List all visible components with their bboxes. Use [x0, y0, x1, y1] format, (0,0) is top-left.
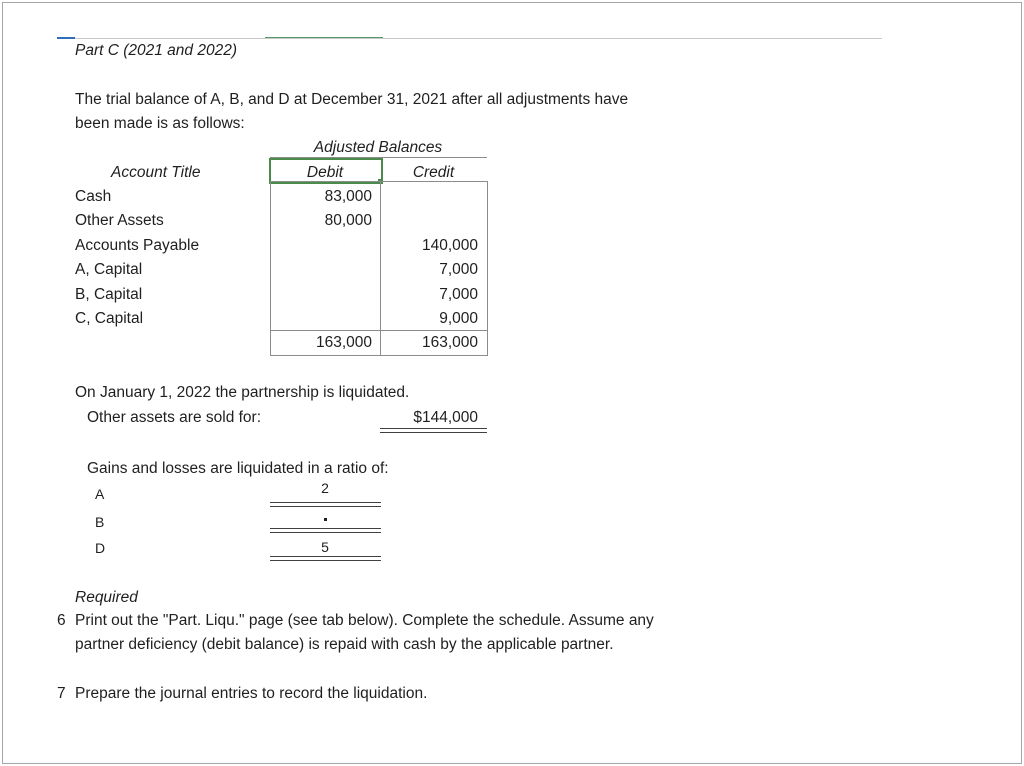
account-b-capital: B, Capital: [75, 286, 143, 303]
ratio-partner-a: A: [95, 486, 105, 502]
liquidation-line-1: On January 1, 2022 the partnership is liquidated.: [75, 384, 410, 401]
debit-other-assets: 80,000: [324, 212, 372, 229]
credit-header: Credit: [412, 164, 455, 181]
credit-accounts-payable: 140,000: [421, 237, 478, 254]
total-row-rule: [270, 330, 487, 331]
header-accent: [57, 37, 75, 39]
account-c-capital: C, Capital: [75, 310, 144, 327]
ratio-heading: Gains and losses are liquidated in a ratio of:: [87, 460, 389, 477]
debit-cash: 83,000: [324, 188, 372, 205]
ratio-partner-d: D: [95, 540, 106, 556]
ratio-b-partial-glyph: [324, 518, 327, 521]
other-assets-sold-value: $144,000: [413, 409, 478, 426]
debit-header: Debit: [306, 164, 344, 181]
header-rule: [57, 38, 882, 39]
item-7-number: 7: [57, 685, 66, 702]
account-title-header: Account Title: [111, 164, 201, 181]
intro-line-1: The trial balance of A, B, and D at December 31, 2021 after all adjustments have: [75, 91, 629, 108]
ratio-d-double-underline: [270, 556, 381, 561]
part-title: Part C (2021 and 2022): [75, 42, 237, 59]
ratio-value-d: 5: [321, 539, 329, 555]
header-accent-secondary: [265, 37, 383, 38]
total-credit: 163,000: [421, 334, 478, 351]
sale-value-double-underline: [380, 428, 487, 433]
credit-a-capital: 7,000: [439, 261, 478, 278]
credit-b-capital: 7,000: [439, 286, 478, 303]
intro-line-2: been made is as follows:: [75, 115, 245, 132]
item-6-line-2: partner deficiency (debit balance) is repaid with cash by the applicable partner.: [75, 636, 614, 653]
item-6-line-1: Print out the "Part. Liqu." page (see tab below). Complete the schedule. Assume any: [75, 612, 654, 629]
item-6-number: 6: [57, 612, 66, 629]
ratio-partner-b: B: [95, 514, 105, 530]
credit-c-capital: 9,000: [439, 310, 478, 327]
adjusted-balances-header: Adjusted Balances: [313, 139, 443, 156]
account-accounts-payable: Accounts Payable: [75, 237, 200, 254]
ratio-b-double-underline: [270, 528, 381, 533]
ratio-a-double-underline: [270, 502, 381, 507]
account-a-capital: A, Capital: [75, 261, 143, 278]
ratio-value-a: 2: [321, 480, 329, 496]
account-other-assets: Other Assets: [75, 212, 164, 229]
account-cash: Cash: [75, 188, 112, 205]
item-7-text: Prepare the journal entries to record the liquidation.: [75, 685, 428, 702]
required-label: Required: [75, 589, 138, 606]
total-debit: 163,000: [315, 334, 372, 351]
other-assets-sold-label: Other assets are sold for:: [87, 409, 262, 426]
